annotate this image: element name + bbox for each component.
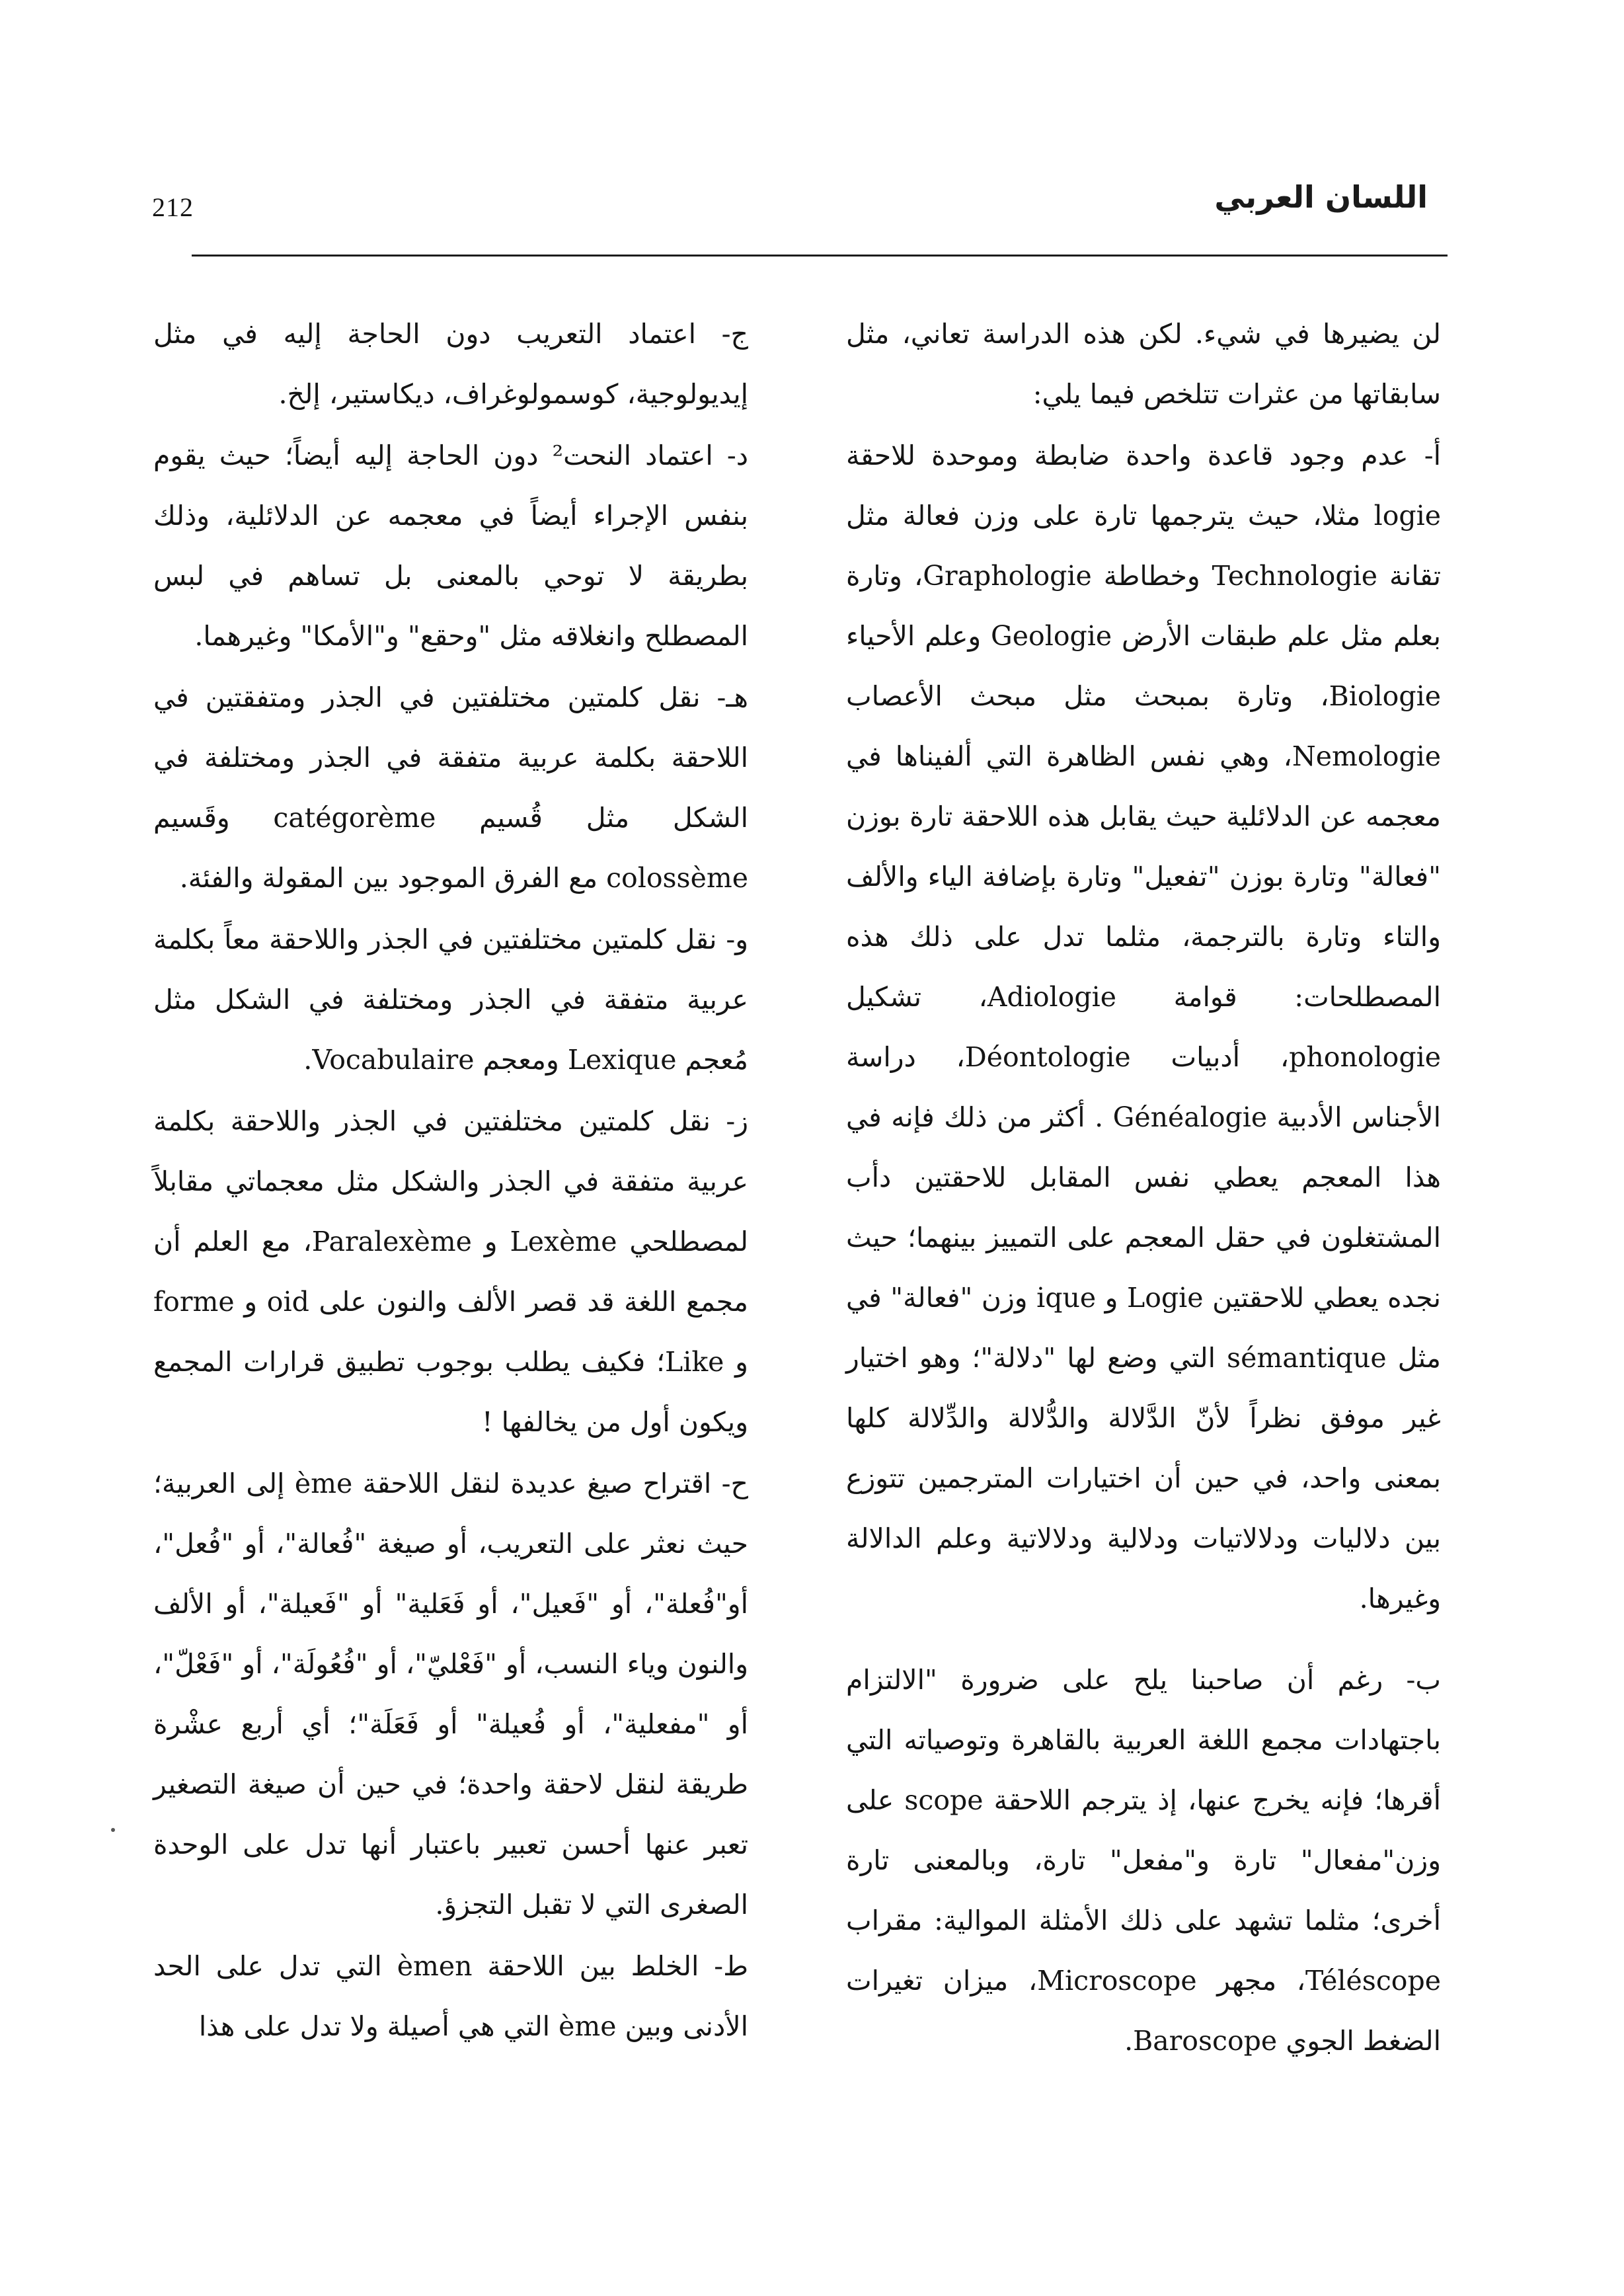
paragraph-item-ha: هـ- نقل كلمتين مختلفتين في الجذر ومتفقتين في اللاحقة بكلمة عربية متفقة في الجذر ومختلفة في الشكل مثل قُسيم catégorème وقَسيم colossème مع الفرق الموجود بين المقولة والفئة.	[153, 682, 748, 894]
paragraph-item-jim: ج- اعتماد التعريب دون الحاجة إليه في مثل إيديولوجية، كوسمولوغراف، ديكاستير، إلخ.	[153, 318, 748, 410]
right-column	[846, 304, 1441, 2073]
paragraph-item-hha: ح- اقتراح صيغ عديدة لنقل اللاحقة ème إلى العربية؛ حيث نعثر على التعريب، أو صيغة "فُعالة"، أو "فُعل"، أو"فُعلة"، أو "فَعيل"، أو فَعَلية" أو "فَعيلة"، أو الألف والنون وياء النسب، أو "فَعْليّ"، أو "فُعُولَة"، أو "فَعْلّ"، أو "مفعلية"، أو فُعيلة" أو فَعَلَة"؛ أي أربع عشْرة طريقة لنقل لاحقة واحدة؛ في حين أن صيغة التصغير تعبر عنها أحسن تعبير باعتبار أنها تدل على الوحدة الصغرى التي لا تقبل التجزؤ.	[153, 1468, 748, 1920]
scan-speck	[111, 1828, 115, 1832]
paragraph-item-tta: ط- الخلط بين اللاحقة èmen التي تدل على الحد الأدنى وبين ème التي هي أصيلة ولا تدل على هذا	[153, 1950, 748, 2042]
paragraph-item-dal: د- اعتماد النحت² دون الحاجة إليه أيضاً؛ حيث يقوم بنفس الإجراء أيضاً في معجمه عن الدلائلية، وذلك بطريقة لا توحي بالمعنى بل تساهم في لبس المصطلح وانغلاقه مثل "وحقع" و"الأمكا" وغيرهما.	[153, 440, 748, 652]
paragraph-item-ba: ب- رغم أن صاحبنا يلح على ضرورة "الالتزام باجتهادات مجمع اللغة العربية بالقاهرة وتوصياته التي أقرها؛ فإنه يخرج عنها، إذ يترجم اللاحقة scope على وزن"مفعال" تارة و"مفعل" تارة، وبالمعنى تارة أخرى؛ مثلما تشهد على ذلك الأمثلة الموالية: مقراب Téléscope، مجهر Microscope، ميزان تغيرات الضغط الجوي Baroscope.	[846, 1664, 1441, 2057]
paragraph-item-alif: أ- عدم وجود قاعدة واحدة ضابطة وموحدة للاحقة logie مثلا، حيث يترجمها تارة على وزن فعالة مثل تقانة Technologie وخطاطة Graphologie، وتارة بعلم مثل علم طبقات الأرض Geologie وعلم الأحياء Biologie، وتارة بمبحث مثل مبحث الأعصاب Nemologie، وهي نفس الظاهرة التي ألفيناها في معجمه عن الدلائلية حيث يقابل هذه اللاحقة تارة بوزن "فعالة" وتارة بوزن "تفعيل" وتارة بإضافة الياء والألف والتاء وتارة بالترجمة، مثلما تدل على ذلك هذه المصطلحات: قوامة Adiologie، تشكيل phonologie، أدبيات Déontologie، دراسة الأجناس الأدبية Généalogie . أكثر من ذلك فإنه في هذا المعجم يعطي نفس المقابل للاحقتين دأب المشتغلون في حقل المعجم على التمييز بينهما؛ حيث نجده يعطي للاحقتين Logie و ique وزن "فعالة" في مثل sémantique التي وضع لها "دلالة"؛ وهو اختيار غير موفق نظراً لأنّ الدَّلالة والدُّلالة والدِّلالة كلها بمعنى واحد، في حين أن اختيارات المترجمين تتوزع بين دلاليات ودلالاتيات ودلالية ودلالاتية وعلم الدالالة وغيرها.	[846, 440, 1442, 1614]
left-column	[153, 304, 748, 2058]
header-divider	[192, 255, 1448, 257]
page-number: 212	[152, 192, 194, 222]
journal-logo: اللسان العربي	[1214, 179, 1428, 215]
paragraph-item-zay: ز- نقل كلمتين مختلفتين في الجذر واللاحقة بكلمة عربية متفقة في الجذر والشكل مثل معجماتي مقابلاً لمصطلحي Lexème و Paralexème، مع العلم أن مجمع اللغة قد قصر الألف والنون على oid و forme و Like؛ فكيف يطلب بوجوب تطبيق قرارات المجمع ويكون أول من يخالفها !	[153, 1105, 748, 1438]
paragraph-item-waw: و- نقل كلمتين مختلفتين في الجذر واللاحقة معاً بكلمة عربية متفقة في الجذر ومختلفة في الشكل مثل مُعجم Lexique ومعجم Vocabulaire.	[153, 924, 748, 1076]
paragraph-intro: لن يضيرها في شيء. لكن هذه الدراسة تعاني، مثل سابقاتها من عثرات تتلخص فيما يلي:	[846, 318, 1441, 410]
